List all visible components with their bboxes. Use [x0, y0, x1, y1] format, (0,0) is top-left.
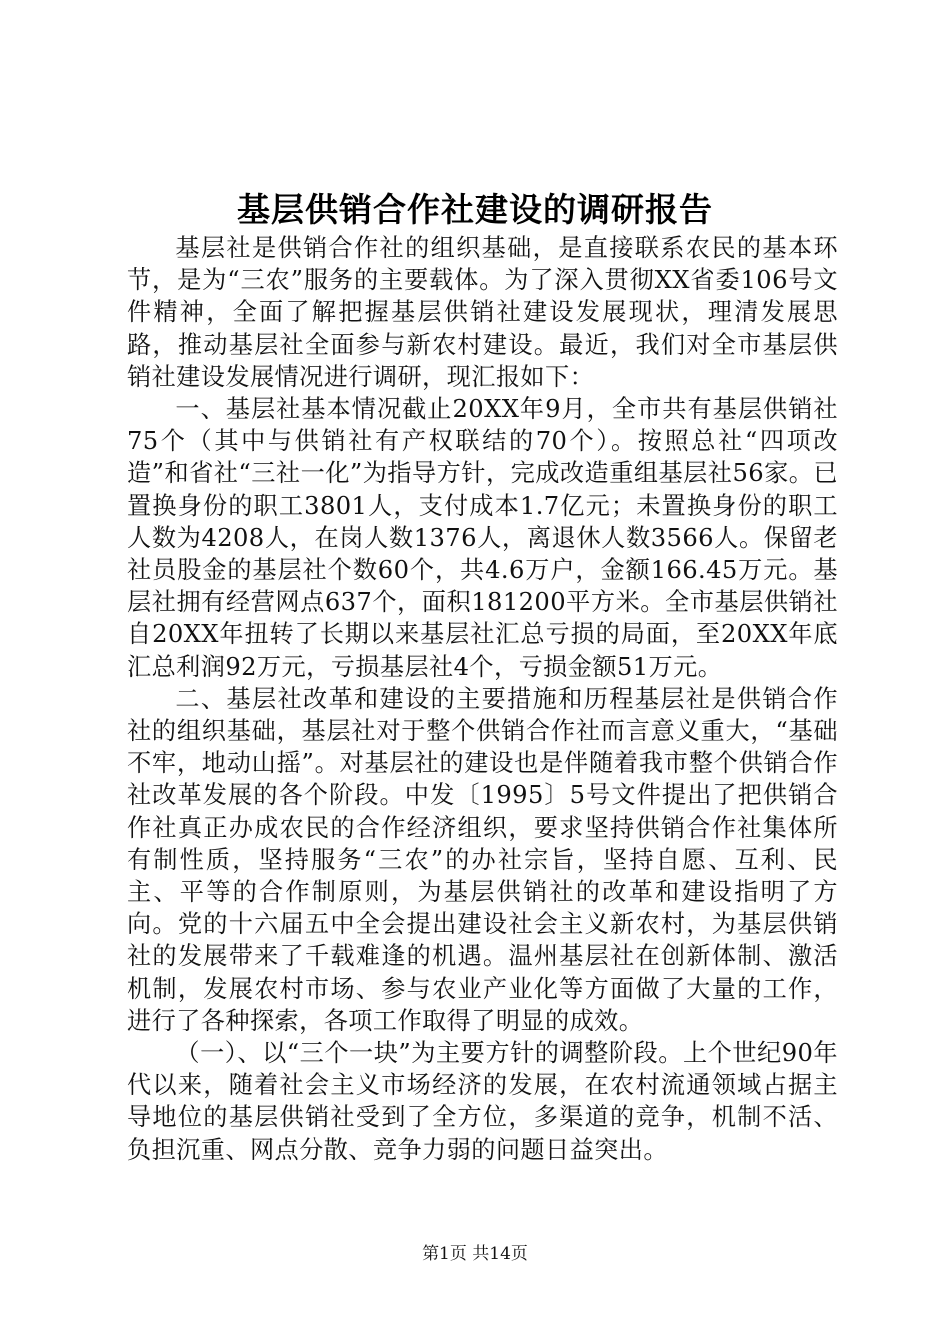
page-footer: 第1页 共14页 — [422, 1244, 528, 1264]
document-title: 基层供销合作社建设的调研报告 — [237, 190, 713, 229]
paragraph-section-1: 一、基层社基本情况截止20XX年9月，全市共有基层供销社75个（其中与供销社有产权联结的70个）。按照总社“四项改造”和省社“三社一化”为指导方针，完成改造重组基层社56家。已置换身份的职工3801人，支付成本1.7亿元；未置换身份的职工人数为4208人，在岗人数1376人，离退休人数3566人。保留老社员股金的基层社个数60个，共4.6万户，金额166.45万元。基层社拥有经营网点637个，面积181200平方米。全市基层供销社自20XX年扭转了长期以来基层社汇总亏损的局面，至20XX年底汇总利润92万元，亏损基层社4个，亏损金额51万元。 — [127, 395, 838, 681]
paragraph-subsection-1: （一）、以“三个一块”为主要方针的调整阶段。上个世纪90年代以来，随着社会主义市场经济的发展，在农村流通领域占据主导地位的基层供销社受到了全方位，多渠道的竞争，机制不活、负担沉重、网点分散、竞争力弱的问题日益突出。 — [127, 1039, 838, 1164]
paragraph-intro: 基层社是供销合作社的组织基础，是直接联系农民的基本环节，是为“三农”服务的主要载体。为了深入贯彻XX省委106号文件精神，全面了解把握基层供销社建设发展现状，理清发展思路，推动基层社全面参与新农村建设。最近，我们对全市基层供销社建设发展情况进行调研，现汇报如下： — [127, 234, 838, 391]
document-body — [127, 232, 838, 1166]
paragraph-section-2: 二、基层社改革和建设的主要措施和历程基层社是供销合作社的组织基础，基层社对于整个供销合作社而言意义重大，“基础不牢，地动山摇”。对基层社的建设也是伴随着我市整个供销合作社改革发展的各个阶段。中发〔1995〕5号文件提出了把供销合作社真正办成农民的合作经济组织，要求坚持供销合作社集体所有制性质，坚持服务“三农”的办社宗旨，坚持自愿、互利、民主、平等的合作制原则，为基层供销社的改革和建设指明了方向。党的十六届五中全会提出建设社会主义新农村，为基层供销社的发展带来了千载难逢的机遇。温州基层社在创新体制、激活机制，发展农村市场、参与农业产业化等方面做了大量的工作，进行了各种探索，各项工作取得了明显的成效。 — [127, 684, 838, 1035]
